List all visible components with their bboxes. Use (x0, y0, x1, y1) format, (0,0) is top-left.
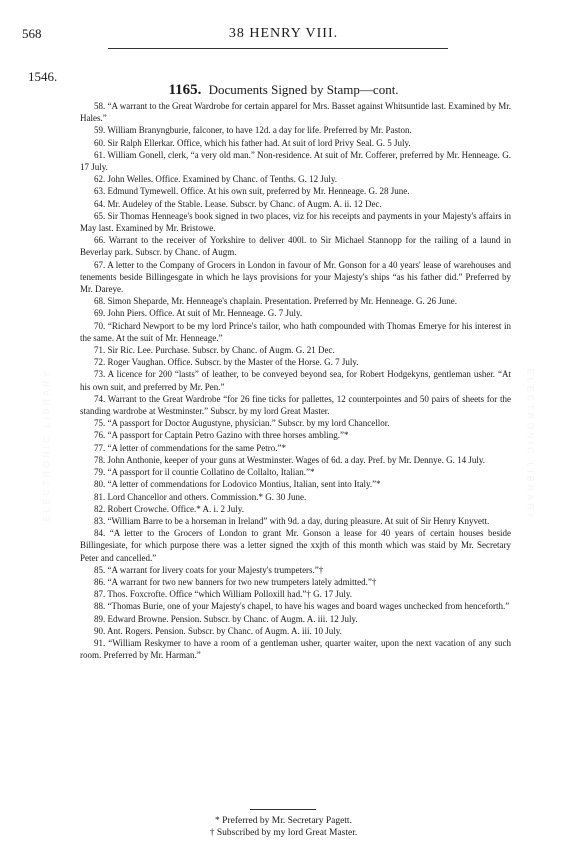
entry-66: 66. Warrant to the receiver of Yorkshire to deliver 400l. to Sir Michael Stannopp for the railing of a laund in Beverlay park. Subscr. by Chanc. of Augm. (80, 235, 511, 258)
entry-83: 83. “William Barre to be a horseman in Ireland” with 9d. a day, during pleasure. At suit of Sir Henry Knyvett. (94, 515, 490, 526)
entry-72: 72. Roger Vaughan. Office. Subscr. by the Master of the Horse. G. 7 July. (94, 357, 359, 368)
entry-84: 84. “A letter to the Grocers of London to grant Mr. Gonson a lease for 40 years of certain houses beside Billingesiate, for which purpose there was a letter signed the xxjth of this month which was staid by Mr. Secretary Peter and cancelled.” (80, 528, 511, 563)
entry-80: 80. “A letter of commendations for Lodovico Montius, Italian, sent into Italy.”* (94, 479, 381, 490)
section-heading (0, 82, 567, 99)
entry-86: 86. “A warrant for two new banners for two new trumpeters lately admitted.”† (94, 576, 377, 587)
entry-69: 69. John Piers. Office. At suit of Mr. Henneage. G. 7 July. (94, 308, 303, 319)
section-title: Documents Signed by Stamp—cont. (208, 82, 399, 97)
section-number: 1165. (168, 82, 202, 98)
year-label: 1546. (28, 69, 58, 84)
entry-65: 65. Sir Thomas Henneage's book signed in two places, viz for his receipts and payments in your Majesty's affairs in May last. Examined by Mr. Bristowe. (80, 210, 511, 234)
entry-75: 75. “A passport for Doctor Augustyne, physician.” Subscr. by my lord Chancellor. (94, 418, 390, 429)
entry-90: 90. Ant. Rogers. Pension. Subscr. by Chanc. of Augm. A. iii. 10 July. (94, 625, 342, 636)
entry-89: 89. Edward Browne. Pension. Subscr. by Chanc. of Augm. A. iii. 12 July. (94, 613, 358, 624)
watermark-right: ELECTRONIC LIBRARY (525, 368, 536, 522)
entry-77: 77. “A letter of commendations for the same Petro.”* (94, 442, 286, 453)
entries-list (80, 100, 511, 661)
entry-62: 62. John Welles. Office. Examined by Chanc. of Tenths. G. 12 July. (94, 174, 338, 185)
watermark-left: ELECTRONIC LIBRARY (41, 368, 52, 522)
entry-73: 73. A licence for 200 “lasts” of leather, to be conveyed beyond sea, for Robert Hodgekyns, gentleman usher. “At his own suit, and preferred by Mr. Pen.” (80, 369, 511, 392)
page-number: 568 (22, 26, 42, 41)
entry-71: 71. Sir Ric. Lee. Purchase. Subscr. by Chanc. of Augm. G. 21 Dec. (94, 345, 335, 356)
entry-87: 87. Thos. Foxcrofte. Office “which William Polloxill had.”† G. 17 July. (94, 589, 353, 600)
entry-60: 60. Sir Ralph Ellerkar. Office, which his father had. At suit of lord Privy Seal. G. 5 July. (94, 137, 411, 148)
entry-85: 85. “A warrant for livery coats for your Majesty's trumpeters.”† (94, 564, 324, 575)
entry-68: 68. Simon Sheparde, Mr. Henneage's chaplain. Presentation. Preferred by Mr. Henneage. G. 26 June. (94, 296, 458, 307)
footnotes (0, 815, 567, 839)
entry-76: 76. “A passport for Captain Petro Gazino with three horses ambling.”* (94, 430, 349, 441)
entry-91: 91. “William Reskymer to have a room of a gentleman usher, quarter waiter, upon the next vacation of any such room. Preferred by Mr. Harman.” (80, 637, 511, 661)
header-rule (108, 48, 448, 49)
footnote-rule (250, 809, 316, 810)
footnote-asterisk: * Preferred by Mr. Secretary Pagett. (215, 816, 352, 826)
entry-82: 82. Robert Crowche. Office.* A. i. 2 July. (94, 503, 244, 514)
entry-61: 61. William Gonell, clerk, “a very old man.” Non-residence. At suit of Mr. Cofferer, preferred by Mr. Henneage. G. 17 July. (80, 149, 511, 173)
entry-59: 59. William Branyngburie, falconer, to have 12d. a day for life. Preferred by Mr. Paston. (94, 125, 412, 136)
footnote-dagger: † Subscribed by my lord Great Master. (209, 828, 358, 838)
entry-74: 74. Warrant to the Great Wardrobe “for 26 fine ticks for pallettes, 12 counterpointes and 50 pairs of sheets for the standing wardrobe at Westminster.” Subscr. by my lord Great Master. (80, 393, 511, 417)
entry-78: 78. John Anthonie, keeper of your guns at Westminster. Wages of 6d. a day. Pref. by Mr. Dennye. G. 14 July. (94, 454, 485, 465)
entry-64: 64. Mr. Audeley of the Stable. Lease. Subscr. by Chanc. of Augm. A. ii. 12 Dec. (94, 198, 382, 209)
entry-58: 58. “A warrant to the Great Wardrobe for certain apparel for Mrs. Basset against Whitsuntide last. Examined by Mr. Hales.” (80, 101, 511, 124)
entry-81: 81. Lord Chancellor and others. Commission.* G. 30 June. (94, 491, 307, 502)
entry-67: 67. A letter to the Company of Grocers in London in favour of Mr. Gonson for a 40 years' lease of warehouses and tenements beside Billingesgate in which he lays provisions for your Majesty's ships “as his father did.” Preferred by Mr. Dareye. (80, 259, 511, 295)
entry-70: 70. “Richard Newport to be my lord Prince's tailor, who hath compounded with Thomas Emerye for his interest in the same. At the suit of Mr. Henneage.” (80, 320, 511, 343)
entry-63: 63. Edmund Tymewell. Office. At his own suit, preferred by Mr. Henneage. G. 28 June. (94, 186, 410, 197)
running-title: 38 HENRY VIII. (228, 26, 339, 41)
entry-88: 88. “Thomas Burie, one of your Majesty's chapel, to have his wages and board wages unchecked from henceforth.” (94, 601, 510, 612)
entry-79: 79. “A passport for il countie Collatino de Collalto, Italian.”* (94, 467, 315, 478)
page-header (0, 26, 567, 44)
